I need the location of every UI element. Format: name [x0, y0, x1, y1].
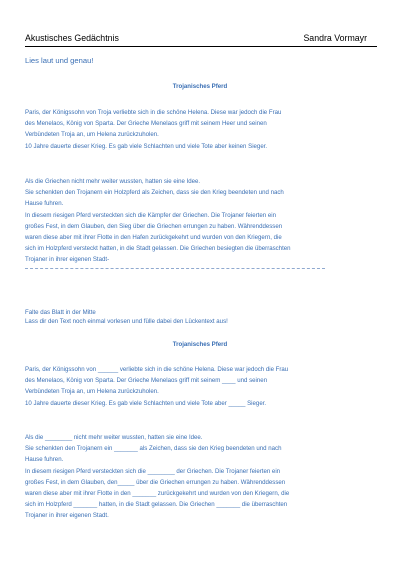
text-line: 10 Jahre dauerte dieser Krieg. Es gab viele Schlachten und viele Tote aber keinen Sieger.	[25, 142, 268, 150]
text-line: Hause fuhren.	[25, 200, 64, 208]
story-paragraph-1	[25, 107, 381, 152]
text-line: großes Fest, in dem Glauben, den Sieg über die Griechen errungen zu haben. Währenddessen	[25, 222, 283, 230]
fold-instruction-line: Falte das Blatt in der Mitte	[25, 309, 96, 316]
text-line: In diesem riesigen Pferd versteckten sich die Kämpfer der Griechen. Die Trojaner feierten ein	[25, 211, 276, 219]
document-title: Akustisches Gedächtnis	[25, 33, 119, 43]
fold-instruction-line: Lass dir den Text noch einmal vorlesen und fülle dabei den Lückentext aus!	[25, 317, 228, 325]
text-line: Paris, der Königssohn von ______ verliebte sich in die schöne Helena. Diese war jedoch die Frau	[25, 366, 289, 373]
text-line: waren diese aber mit ihrer Flotte in den _______ zurückgekehrt und wurden von den Kriegern, die	[25, 490, 290, 498]
text-line: des Menelaos, König von Sparta. Der Grieche Menelaos griff mit seinem ____ und seinen	[25, 377, 268, 385]
text-line: waren diese aber mit ihrer Flotte in den Hafen zurückgekehrt und wurden von den Kriegern, die	[25, 234, 282, 242]
text-line: Als die ________ nicht mehr weiter wussten, hatten sie eine Idee.	[25, 434, 203, 441]
text-line: In diesem riesigen Pferd versteckten sich die ________ der Griechen. Die Trojaner feierten ein	[25, 467, 281, 475]
text-line: Paris, der Königssohn von Troja verliebte sich in die schöne Helena. Diese war jedoch die Frau	[25, 109, 282, 116]
cloze-paragraph-2	[25, 432, 381, 522]
text-line: Sie schenkten den Trojanern ein Holzpferd als Zeichen, dass sie den Krieg beendeten und nach	[25, 189, 284, 197]
text-line: des Menelaos, König von Sparta. Der Grieche Menelaos griff mit seinem Heer und seinen	[25, 120, 267, 128]
text-line: Trojaner in ihrer eigenen Stadt.	[25, 512, 109, 520]
text-line: Trojaner in ihrer eigenen Stadt-	[25, 256, 110, 264]
text-line: sich im Holzpferd versteckt hatten, in die Stadt gelassen. Die Griechen besiegten die überraschten	[25, 245, 291, 253]
author-name: Sandra Vormayr	[303, 33, 367, 43]
text-line: Als die Griechen nicht mehr weiter wussten, hatten sie eine Idee.	[25, 178, 201, 185]
fold-line-separator	[25, 268, 325, 269]
document-header	[25, 33, 377, 47]
text-line: Verbündeten Troja an, um Helena zurückzuholen.	[25, 131, 159, 139]
text-line: Sie schenkten den Trojanern ein _______ als Zeichen, dass sie den Krieg beendeten und nach	[25, 445, 282, 453]
text-line: großes Fest, in dem Glauben, den_____ über die Griechen errungen zu haben. Währenddessen	[25, 478, 286, 486]
story-title: Trojanisches Pferd	[172, 83, 228, 90]
text-line: Hause fuhren.	[25, 456, 64, 464]
cloze-paragraph-1	[25, 364, 381, 409]
text-line: sich im Holzpferd _______ hatten, in die Stadt gelassen. Die Griechen _______ die überraschten	[25, 501, 288, 509]
reading-instruction: Lies laut und genau!	[25, 56, 94, 65]
fold-instructions	[25, 309, 228, 326]
cloze-title: Trojanisches Pferd	[172, 341, 228, 348]
text-line: Verbündeten Troja an, um Helena zurückzuholen.	[25, 388, 159, 396]
story-paragraph-2	[25, 176, 381, 266]
text-line: 10 Jahre dauerte dieser Krieg. Es gab viele Schlachten und viele Tote aber _____ Sieger.	[25, 399, 267, 407]
